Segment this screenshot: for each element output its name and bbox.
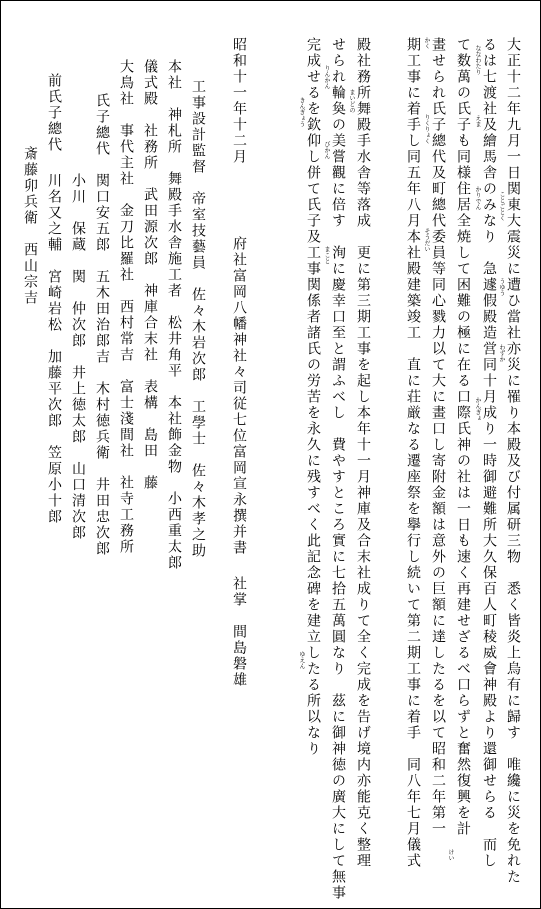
ujiko-row: 小川 保蔵 関 仲次郎 井上徳太郎 山口清次郎 [70, 173, 86, 541]
ruby-annotation: びかん [323, 141, 330, 159]
staff-line: 儀式殿 社務所 武田源次郎 神庫合末社 表構 島田 藤 [142, 59, 158, 491]
ruby-annotation: きんぎょう [298, 97, 305, 127]
ruby-annotation: えま [474, 115, 481, 127]
ruby-annotation: ゆえん [298, 651, 305, 669]
author-credit: 府社富岡八幡神社々司従七位富岡宣永撰并書 [231, 236, 247, 556]
body-text-line: 殿社務所舞殿手水舎等落成 更に第三期工事を起し本年十一月神庫及合末社成りて全く完成を告げ境内亦能克く整理 [355, 37, 371, 869]
ruby-annotation: かく [423, 37, 430, 49]
ruby-annotation: ななわたり [474, 45, 481, 75]
former-ujiko-row: 斎藤卯兵衛 西山宗吉 [22, 146, 38, 306]
body-text-line: せられ輪奐の美嘗觀に倍す 洵に慶幸口至と謂ふべし 費やすところ實に七拾五萬圓なり 茲に御神徳の廣大にして無事 [330, 37, 346, 901]
ruby-annotation: かりでん [474, 186, 481, 210]
ruby-annotation: わずか [498, 344, 505, 362]
body-text-line: て数萬の氏子も同様住居全焼して困難の極に在る口際氏神の社は一日も速く再建せざるべ口らずと奮然復興を計 [455, 37, 471, 837]
staff-line: 本社 神札所 舞殿手水舎施工者 松井角平 本社飾金物 小西重太郎 [166, 59, 182, 571]
ruby-annotation: まこと [323, 246, 330, 264]
ruby-annotation: りんかん [323, 65, 330, 89]
body-text-line: るは七渡社及繪馬舎のみなり 急遽假殿造営同十月成り一時御避難所大久保百人町稜威會神殿より還御せらる 而し [481, 37, 497, 869]
ruby-annotation: かんぎょ [474, 397, 481, 421]
staff-line: 工事設計監督 帝室技藝員 佐々木岩次郎 工學士 佐々木孝之助 [190, 79, 206, 559]
staff-line: 大鳥社 事代主社 金刀比羅社 西村常吉 富士淺間社 社寺工務所 [118, 59, 134, 555]
ujiko-row: 関口安五郎 五木田治郎吉 木村徳兵衛 井田忠次郎 [94, 173, 110, 557]
body-text-line: 期工事に着手し同五年八月本社殿建築竣工 直に荘厳なる遷座祭を擧行し続いて第二期工事に着手 同八年七月儀式 [405, 37, 421, 869]
ujiko-label: 氏子總代 [94, 93, 110, 157]
calligrapher-credit: 社掌 間島磐雄 [231, 576, 247, 688]
ruby-annotation: うゆう [498, 278, 505, 296]
body-text-line: 畫せられ氏子總代及町總代委員等同心戮力以て大に畫口し寄附金額は意外の巨額に達したるを以て昭和二年第一 [430, 37, 446, 837]
body-text-line: 完成せるを欽仰し併て氏子及工事関係者諸氏の労苦を永久に残すべく此記念碑を建立したる所以なり [305, 37, 321, 757]
ruby-annotation: ことごとく [498, 191, 505, 221]
ruby-annotation: けい [447, 849, 454, 861]
former-ujiko-row: 川名又之輔 宮崎岩松 加藤平次郎 笠原小十郎 [46, 173, 62, 525]
body-text-line: 大正十二年九月一日関東大震災に遭ひ當社亦災に罹り本殿及び付属研三物 悉く皆炎上烏有に歸す 唯纔に災を免れた [505, 37, 521, 885]
ruby-annotation: りくりょく [423, 114, 430, 144]
ruby-annotation: まいどの [348, 89, 355, 113]
former-ujiko-label: 前氏子總代 [46, 73, 62, 153]
ruby-annotation: そうだい [423, 228, 430, 252]
inscription-date: 昭和十一年十二月 [231, 37, 247, 165]
